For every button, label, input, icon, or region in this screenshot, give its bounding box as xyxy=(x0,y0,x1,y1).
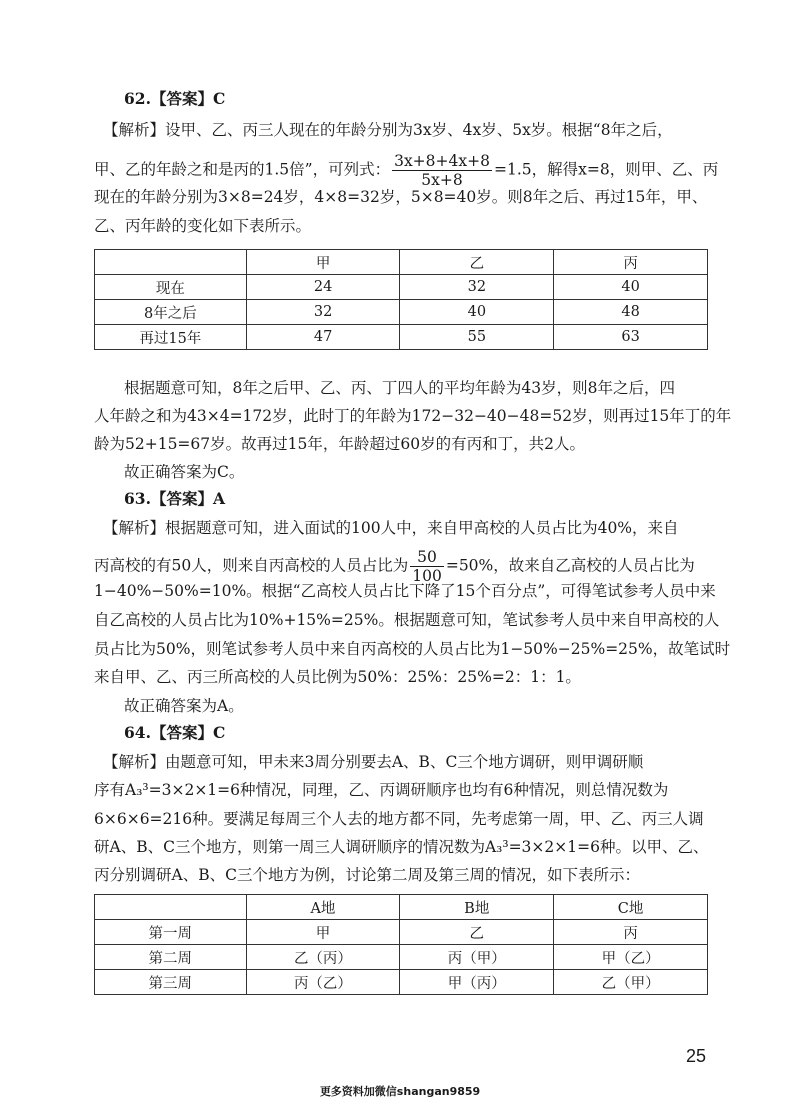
table-cell: 40 xyxy=(554,275,708,300)
q62-answer: 故正确答案为C。 xyxy=(124,463,245,481)
table-cell: B地 xyxy=(400,895,554,920)
page-number: 25 xyxy=(686,1046,707,1066)
table-cell: 甲（丙） xyxy=(400,970,554,995)
table-cell xyxy=(95,895,247,920)
table-cell: A地 xyxy=(246,895,400,920)
table-cell: 乙（丙） xyxy=(246,945,400,970)
table-row xyxy=(95,920,708,945)
table-cell: 乙 xyxy=(400,920,554,945)
q63-fraction: $\frac{50}{100}$ xyxy=(412,548,442,585)
q63-text-5: 员占比为50%，则笔试参考人员中来自丙高校的人员占比为1−50%−25%=25%，故笔试时 xyxy=(94,640,731,658)
q64-heading: 64.【答案】C xyxy=(124,723,226,742)
table-row xyxy=(95,275,708,300)
q64-text-2: 序有A₃³=3×2×1=6种情况，同理，乙、丙调研顺序也均有6种情况，则总情况数为 xyxy=(94,781,669,799)
q64-text-3: 6×6×6=216种。要满足每周三个人去的地方都不同，先考虑第一周，甲、乙、丙三人调 xyxy=(94,810,704,828)
table-row xyxy=(95,970,708,995)
table-cell: 甲 xyxy=(246,920,400,945)
q64-schedule-table xyxy=(94,894,708,995)
q62-age-table xyxy=(94,249,708,350)
table-cell: 甲（乙） xyxy=(554,945,708,970)
q62-text-2: 甲、乙的年龄之和是丙的1.5倍”，可列式： $\frac{3x+8+4x+8}{5x+8}$ =1.5，解得x=8，则甲、乙、丙 xyxy=(94,152,719,189)
table-cell: 40 xyxy=(400,300,554,325)
q63-text-3: 1−40%−50%=10%。根据“乙高校人员占比下降了15个百分点”，可得笔试参考人员中来 xyxy=(94,582,716,600)
table-cell xyxy=(95,250,247,275)
table-cell: 32 xyxy=(400,275,554,300)
q62-text-5: 根据题意可知，8年之后甲、乙、丙、丁四人的平均年龄为43岁，则8年之后，四 xyxy=(124,379,675,397)
table-cell: 55 xyxy=(400,325,554,350)
table-cell: 丙 xyxy=(554,250,708,275)
q64-text-5: 丙分别调研A、B、C三个地方为例，讨论第二周及第三周的情况，如下表所示： xyxy=(94,866,640,884)
table-cell: 乙（甲） xyxy=(554,970,708,995)
table-header-row xyxy=(95,895,708,920)
table-cell: 丙（乙） xyxy=(246,970,400,995)
table-cell: 63 xyxy=(554,325,708,350)
q63-text-2: 丙高校的有50人，则来自丙高校的人员占比为 $\frac{50}{100}$ =50%，故来自乙高校的人员占比为 xyxy=(94,548,695,585)
q63-text-6: 来自甲、乙、丙三所高校的人员比例为50%：25%：25%=2：1：1。 xyxy=(94,668,581,686)
q64-text-1: 【解析】由题意可知，甲未来3周分别要去A、B、C三个地方调研，则甲调研顺 xyxy=(103,753,644,771)
table-cell: 丙 xyxy=(554,920,708,945)
table-row xyxy=(95,300,708,325)
q62-text-1: 【解析】设甲、乙、丙三人现在的年龄分别为3x岁、4x岁、5x岁。根据“8年之后， xyxy=(103,121,673,139)
table-cell: 第一周 xyxy=(95,920,247,945)
footer-note: 更多资料加微信shangan9859 xyxy=(319,1085,481,1098)
q63-heading: 63.【答案】A xyxy=(124,489,225,508)
q62-text-4: 乙、丙年龄的变化如下表所示。 xyxy=(94,217,312,235)
table-cell: 现在 xyxy=(95,275,247,300)
table-cell: 8年之后 xyxy=(95,300,247,325)
table-cell: 丙（甲） xyxy=(400,945,554,970)
table-cell: 24 xyxy=(246,275,400,300)
table-row xyxy=(95,325,708,350)
q62-text-3: 现在的年龄分别为3×8=24岁，4×8=32岁，5×8=40岁。则8年之后、再过15年，甲、 xyxy=(94,188,708,206)
table-header-row xyxy=(95,250,708,275)
q63-text-4: 自乙高校的人员占比为10%+15%=25%。根据题意可知，笔试参考人员中来自甲高校的人 xyxy=(94,611,720,629)
table-cell: 第三周 xyxy=(95,970,247,995)
table-cell: 乙 xyxy=(400,250,554,275)
q64-text-4: 研A、B、C三个地方，则第一周三人调研顺序的情况数为A₃³=3×2×1=6种。以甲、乙、 xyxy=(94,838,709,856)
table-cell: 47 xyxy=(246,325,400,350)
q63-text-1: 【解析】根据题意可知，进入面试的100人中，来自甲高校的人员占比为40%，来自 xyxy=(103,519,679,537)
q62-text-7: 龄为52+15=67岁。故再过15年，年龄超过60岁的有丙和丁，共2人。 xyxy=(94,435,585,453)
q62-heading: 62.【答案】C xyxy=(124,89,226,108)
table-cell: 48 xyxy=(554,300,708,325)
q62-text-6: 人年龄之和为43×4=172岁，此时丁的年龄为172−32−40−48=52岁，则再过15年丁的年 xyxy=(94,407,732,425)
table-cell: 第二周 xyxy=(95,945,247,970)
table-cell: 甲 xyxy=(246,250,400,275)
q62-fraction: $\frac{3x+8+4x+8}{5x+8}$ xyxy=(394,152,490,189)
table-cell: 再过15年 xyxy=(95,325,247,350)
q63-answer: 故正确答案为A。 xyxy=(124,697,244,715)
table-cell: 32 xyxy=(246,300,400,325)
table-row xyxy=(95,945,708,970)
table-cell: C地 xyxy=(554,895,708,920)
